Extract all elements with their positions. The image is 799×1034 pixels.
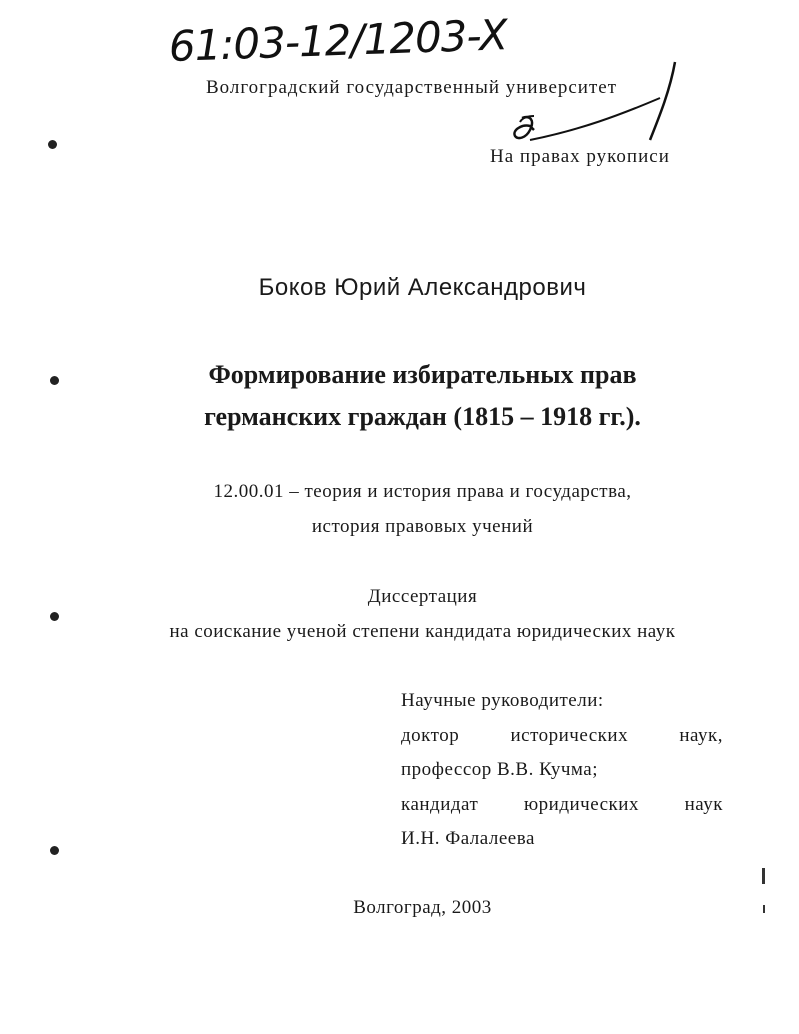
punch-hole-mark [50, 376, 59, 385]
scan-edge-mark [763, 905, 765, 913]
advisor-2-name: И.Н. Фалалеева [401, 828, 535, 849]
advisor-2-degree-word: кандидат [401, 793, 479, 815]
scan-edge-mark [762, 868, 765, 884]
dissertation-title-line-1: Формирование избирательных прав [208, 360, 637, 389]
advisor-2-degree [401, 792, 723, 827]
punch-hole-mark [50, 846, 59, 855]
advisor-1-degree-word: наук, [679, 724, 723, 746]
advisor-1-name: профессор В.В. Кучма; [401, 759, 599, 780]
advisor-1-degree [401, 723, 723, 758]
archive-code-handwritten: 61:03-12/1203-X [168, 10, 508, 71]
city-year: Волгоград, 2003 [353, 897, 492, 918]
degree-line: на соискание ученой степени кандидата юридических наук [169, 621, 676, 642]
advisors-heading: Научные руководители: [401, 690, 604, 711]
advisors-block [401, 688, 723, 861]
specialty-line-2: история правовых учений [311, 516, 534, 537]
advisor-1-degree-word: исторических [510, 724, 629, 746]
advisor-2-degree-word: наук [684, 793, 723, 815]
punch-hole-mark [48, 140, 57, 149]
university-name: Волгоградский государственный университет [205, 77, 618, 98]
dissertation-label: Диссертация [367, 586, 478, 607]
manuscript-note: На правах рукописи [490, 146, 670, 167]
dissertation-title-line-2: германских граждан (1815 – 1918 гг.). [204, 402, 641, 431]
punch-hole-mark [50, 612, 59, 621]
specialty-line-1: 12.00.01 – теория и история права и государства, [213, 481, 632, 502]
author-name: Боков Юрий Александрович [258, 274, 587, 301]
advisor-1-degree-word: доктор [401, 724, 460, 746]
advisor-2-degree-word: юридических [523, 793, 639, 815]
